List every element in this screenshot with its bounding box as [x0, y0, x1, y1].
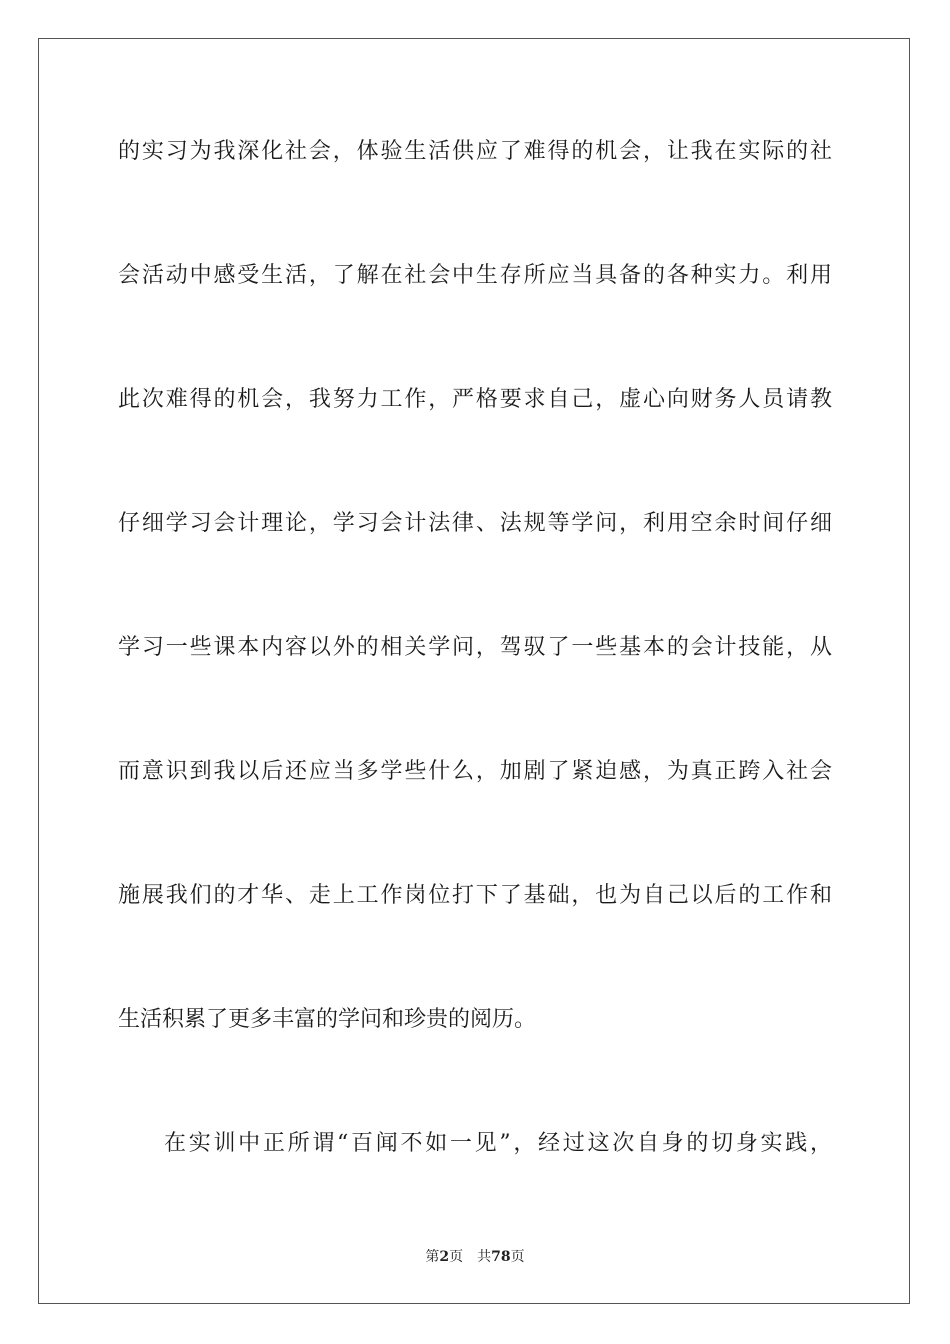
body-text-line: 学习一些课本内容以外的相关学问，驾驭了一些基本的会计技能，从: [118, 635, 832, 660]
page-number: 2: [439, 1249, 450, 1265]
page-footer: [0, 1248, 950, 1266]
body-text-line: 会活动中感受生活，了解在社会中生存所应当具备的各种实力。利用: [118, 263, 832, 288]
body-text-line: 仔细学习会计理论，学习会计法律、法规等学问，利用空余时间仔细: [118, 511, 832, 536]
body-text-line: 此次难得的机会，我努力工作，严格要求自己，虚心向财务人员请教: [118, 387, 832, 412]
paragraph-first-line: 在实训中正所谓“百闻不如一见”，经过这次自身的切身实践，: [164, 1131, 832, 1156]
body-text-line: 生活积累了更多丰富的学问和珍贵的阅历。: [118, 1007, 537, 1032]
total-prefix: 共: [477, 1249, 492, 1265]
total-pages: 78: [491, 1249, 511, 1265]
total-suffix: 页: [510, 1249, 525, 1265]
page-suffix: 页: [449, 1249, 464, 1265]
body-text-line: 施展我们的才华、走上工作岗位打下了基础，也为自己以后的工作和: [118, 883, 832, 908]
page-prefix: 第: [425, 1249, 440, 1265]
body-text-line: 而意识到我以后还应当多学些什么，加剧了紧迫感，为真正跨入社会: [118, 759, 832, 784]
page-border: [38, 38, 910, 1304]
body-text-line: 的实习为我深化社会，体验生活供应了难得的机会，让我在实际的社: [118, 139, 832, 164]
